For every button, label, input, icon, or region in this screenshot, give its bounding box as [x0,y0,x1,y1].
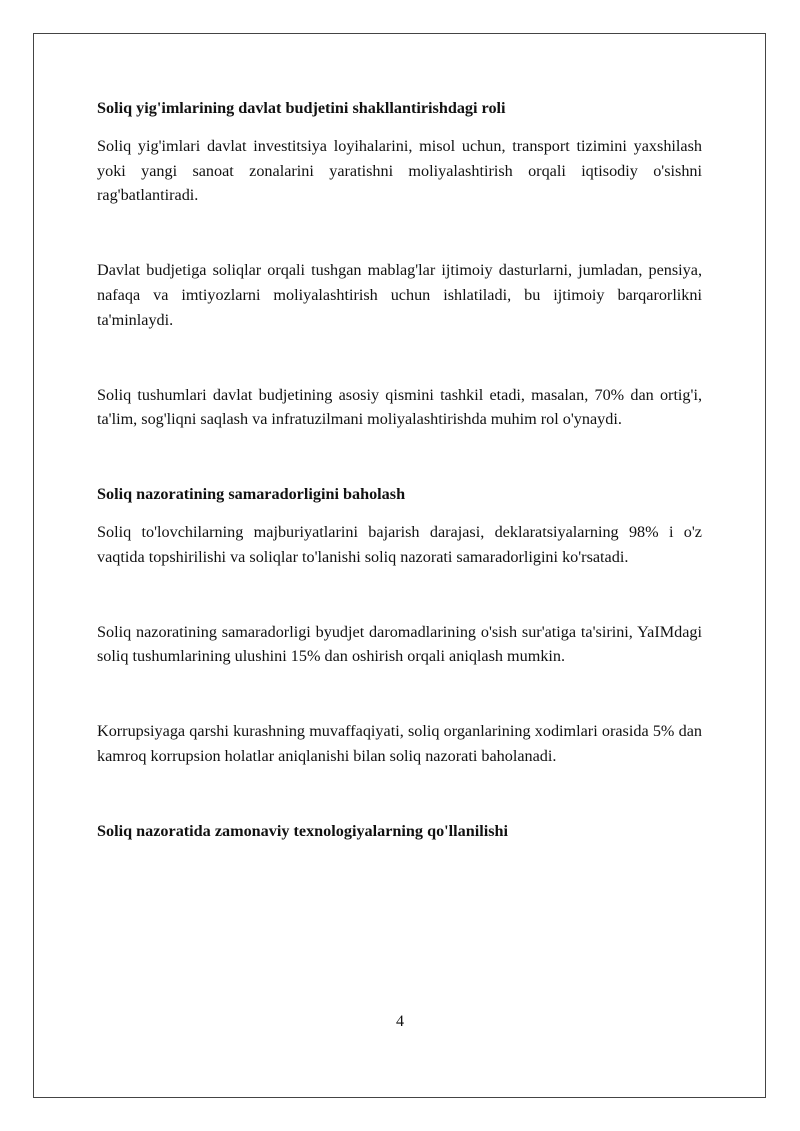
paragraph: Soliq tushumlari davlat budjetining asosiy qismini tashkil etadi, masalan, 70% dan ortig'i, ta'lim, sog'liqni saqlash va infratuzilmani moliyalashtirishda muhim rol o'ynaydi. [97,385,702,429]
paragraph: Korrupsiyaga qarshi kurashning muvaffaqiyati, soliq organlarining xodimlari orasida 5% dan kamroq korrupsion holatlar aniqlanishi bilan soliq nazorati baholanadi. [97,722,702,765]
document-body [97,96,702,844]
section-heading: Soliq nazoratining samaradorligini baholash [97,485,406,504]
section-heading: Soliq nazoratida zamonaviy texnologiyalarning qo'llanilishi [97,821,509,840]
paragraph: Soliq nazoratining samaradorligi byudjet daromadlarining o'sish sur'atiga ta'sirini, YaIMdagi soliq tushumlarining ulushini 15% dan oshirish orqali aniqlash mumkin. [97,622,702,666]
paragraph: Soliq yig'imlari davlat investitsiya loyihalarini, misol uchun, transport tizimini yaxshilash yoki yangi sanoat zonalarini yaratishni moliyalashtirish orqali iqtisodiy o'sishni rag'batlantiradi. [97,136,702,205]
page-number: 4 [396,1013,404,1030]
section-heading: Soliq yig'imlarining davlat budjetini shakllantirishdagi roli [97,99,506,117]
paragraph: Soliq to'lovchilarning majburiyatlarini bajarish darajasi, deklaratsiyalarning 98% i o'z vaqtida topshirilishi va soliqlar to'lanishi soliq nazorati samaradorligini ko'rsatadi. [97,522,702,566]
paragraph: Davlat budjetiga soliqlar orqali tushgan mablag'lar ijtimoiy dasturlarni, jumladan, pensiya, nafaqa va imtiyozlarni moliyalashtirish uchun ishlatiladi, bu ijtimoiy barqarorlikni ta'minlaydi. [97,261,702,329]
